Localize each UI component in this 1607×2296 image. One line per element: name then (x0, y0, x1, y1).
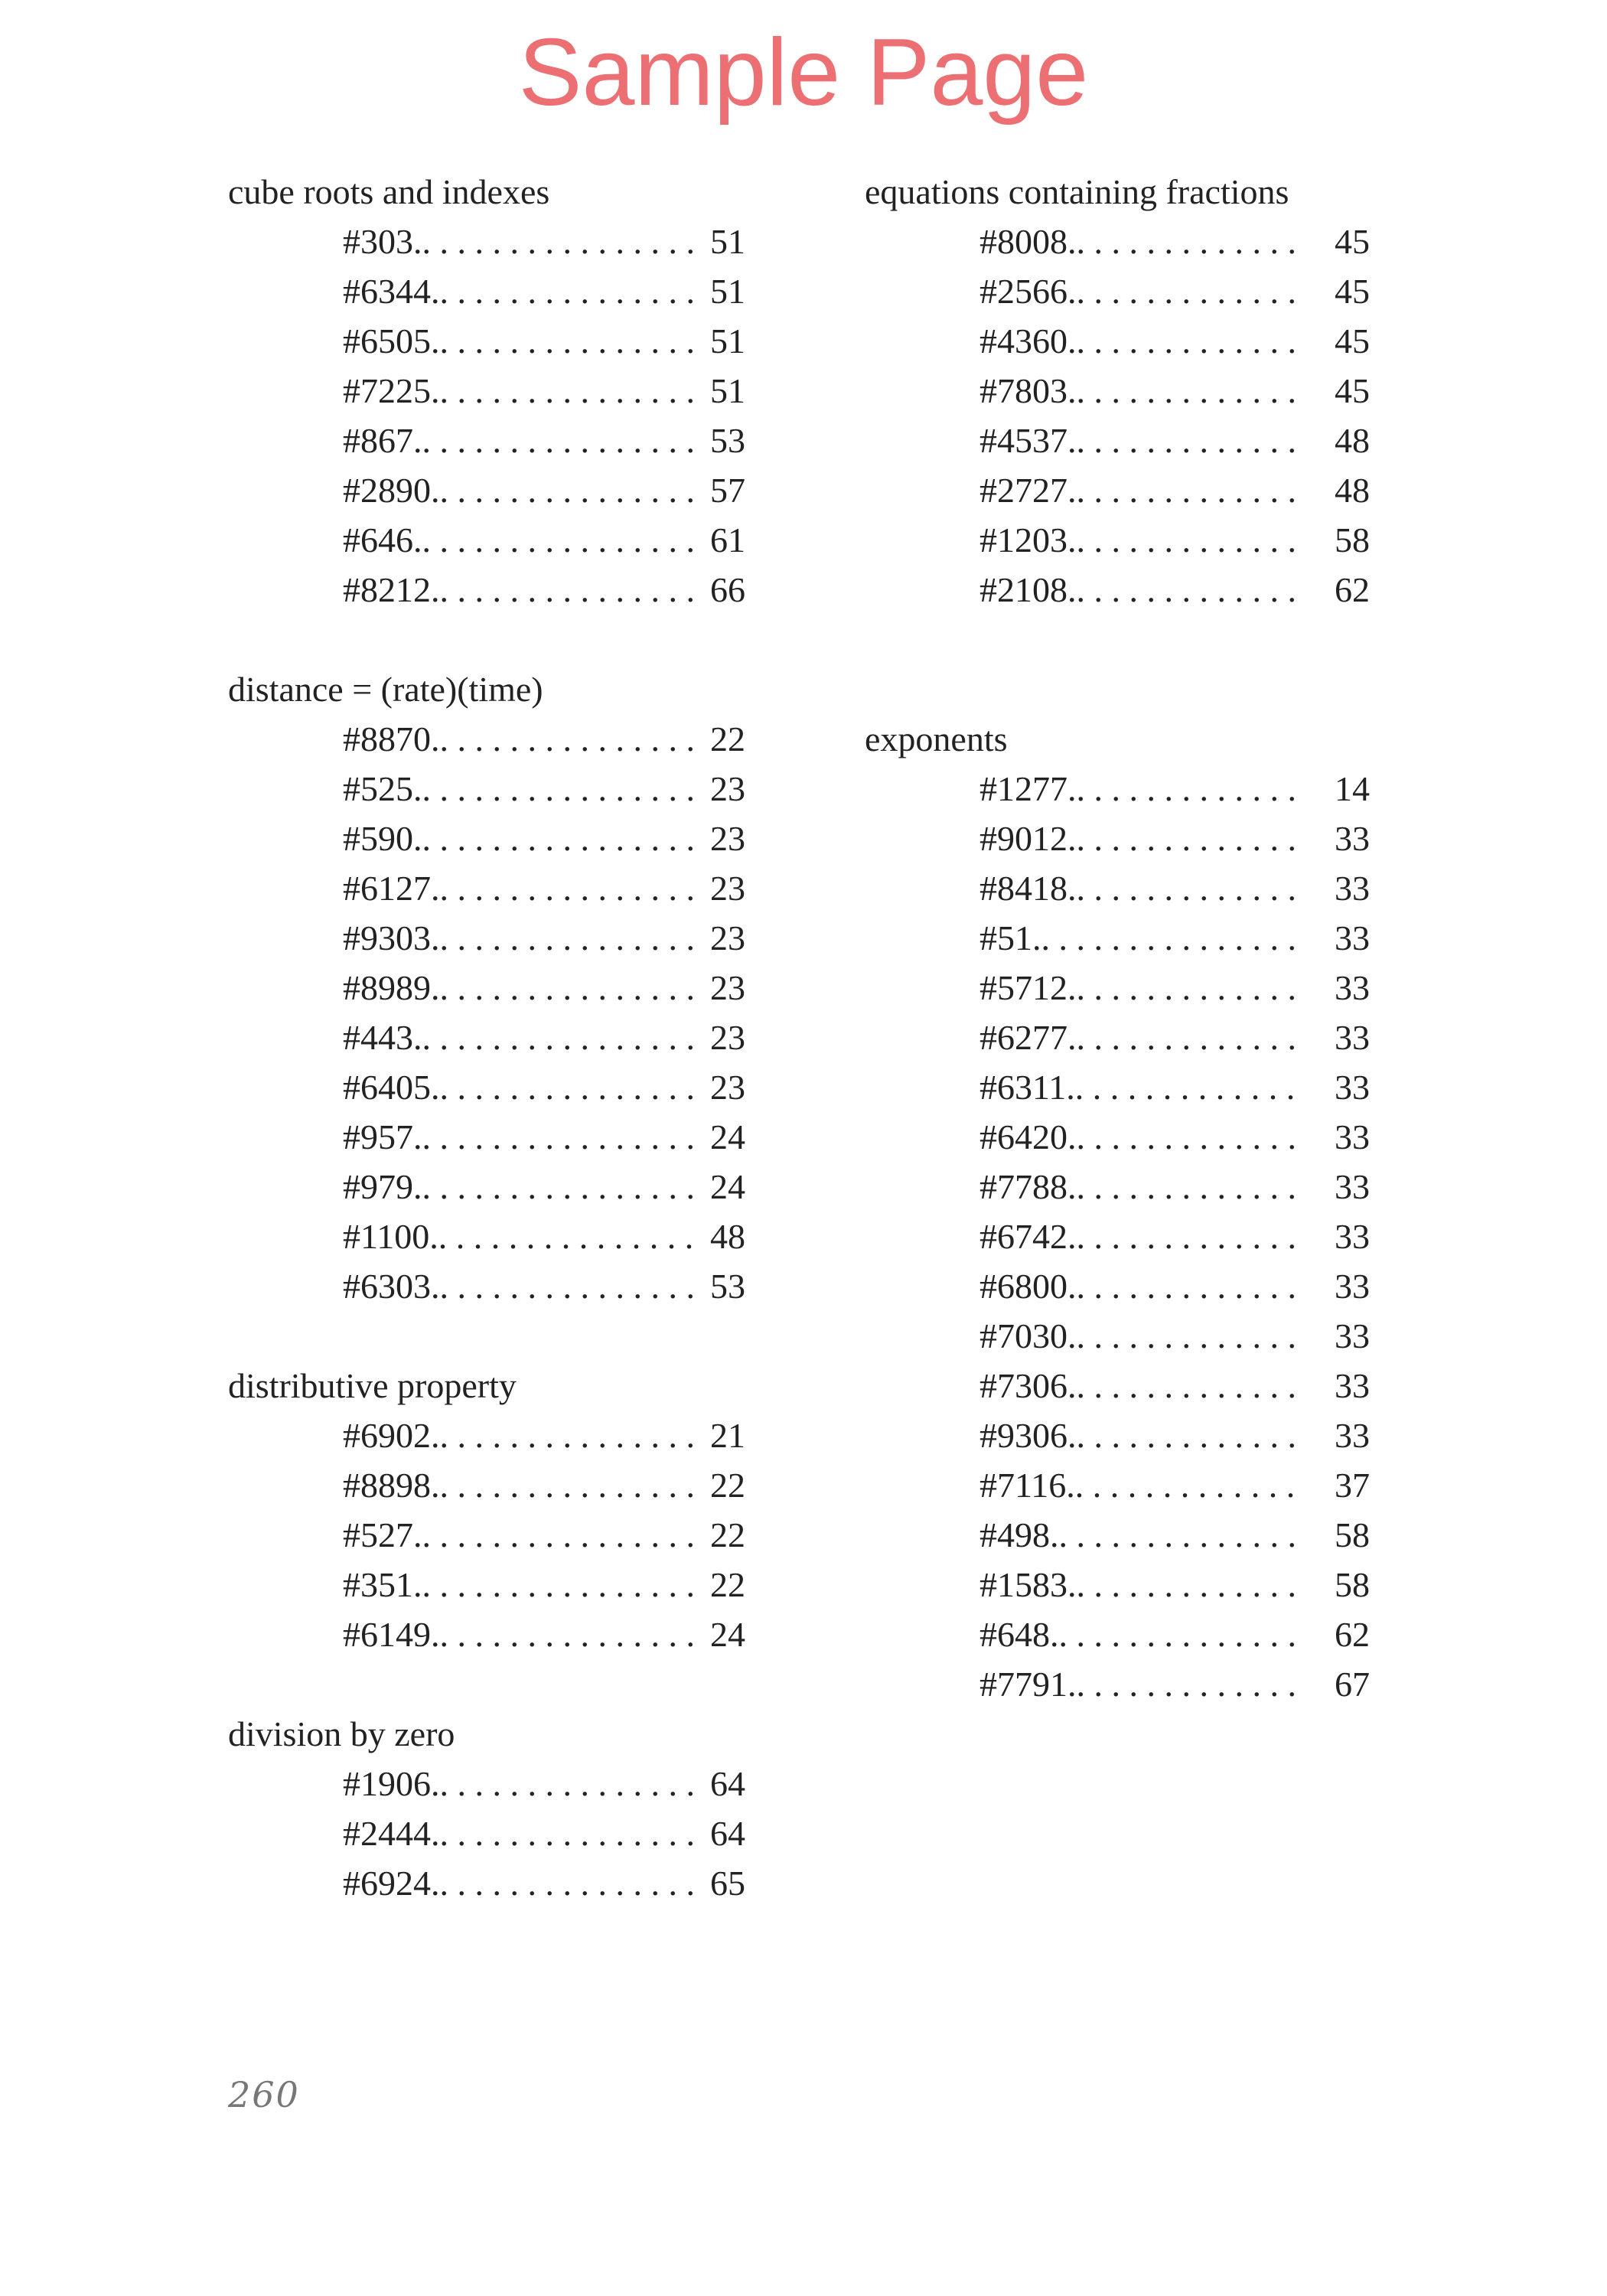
leader-dots (1077, 1013, 1302, 1062)
index-entry[interactable] (865, 963, 1370, 1013)
index-entry[interactable] (228, 1510, 745, 1560)
entry-label: #8418. (980, 869, 1077, 908)
entry-page: 48 (1335, 471, 1370, 510)
index-entry[interactable] (865, 1361, 1370, 1411)
entry-page: 37 (1335, 1466, 1370, 1505)
index-entry[interactable] (865, 1162, 1370, 1212)
entry-label: #6742. (980, 1217, 1077, 1256)
index-entry[interactable] (228, 1460, 745, 1510)
index-entry[interactable] (228, 416, 745, 465)
index-entry[interactable] (228, 1162, 745, 1212)
index-entry[interactable] (228, 515, 745, 565)
entry-page: 33 (1335, 1217, 1370, 1256)
entry-label: #5712. (980, 968, 1077, 1007)
entry-page: 64 (710, 1764, 745, 1803)
entry-page: 61 (710, 520, 745, 559)
leader-dots (1077, 1162, 1302, 1212)
entry-page: 33 (1335, 869, 1370, 908)
entry-page: 53 (710, 421, 745, 460)
entry-label: #2108. (980, 570, 1077, 609)
leader-dots (422, 1560, 705, 1609)
index-entry[interactable] (228, 1261, 745, 1311)
index-entry[interactable] (228, 1759, 745, 1808)
leader-dots (440, 714, 705, 764)
entry-label: #527. (343, 1515, 422, 1554)
entry-page: 23 (710, 1018, 745, 1057)
entry-page: 24 (710, 1615, 745, 1654)
entry-label: #9303. (343, 918, 440, 957)
index-entry[interactable] (865, 1560, 1370, 1609)
index-entry[interactable] (228, 316, 745, 366)
entry-label: #7803. (980, 371, 1077, 410)
index-entry[interactable] (228, 1062, 745, 1112)
entry-label: #2890. (343, 471, 440, 510)
entry-page: 22 (710, 719, 745, 758)
entry-label: #867. (343, 421, 422, 460)
entry-page: 33 (1335, 819, 1370, 858)
leader-dots (440, 1808, 705, 1858)
entry-page: 45 (1335, 321, 1370, 360)
entry-page: 23 (710, 918, 745, 957)
entry-label: #2444. (343, 1814, 440, 1853)
index-entry[interactable] (228, 1560, 745, 1609)
index-heading: division by zero (228, 1714, 455, 1753)
entry-label: #7306. (980, 1366, 1077, 1405)
entry-label: #6149. (343, 1615, 440, 1654)
leader-dots (440, 565, 705, 615)
entry-page: 51 (710, 272, 745, 311)
entry-label: #6420. (980, 1117, 1077, 1156)
entry-label: #979. (343, 1167, 422, 1206)
entry-label: #6303. (343, 1267, 440, 1306)
page-number: 260 (228, 2074, 300, 2115)
index-entry[interactable] (228, 1609, 745, 1659)
index-entry[interactable] (865, 1212, 1370, 1261)
entry-page: 48 (1335, 421, 1370, 460)
leader-dots (1077, 1560, 1302, 1609)
index-heading: cube roots and indexes (228, 172, 550, 211)
index-entry[interactable] (228, 814, 745, 863)
index-entry[interactable] (865, 1460, 1370, 1510)
entry-label: #8898. (343, 1466, 440, 1505)
entry-label: #1203. (980, 520, 1077, 559)
leader-dots (440, 1858, 705, 1908)
entry-page: 65 (710, 1864, 745, 1903)
entry-label: #7791. (980, 1665, 1077, 1704)
entry-page: 58 (1335, 1515, 1370, 1554)
leader-dots (1059, 1609, 1302, 1659)
index-entry[interactable] (228, 863, 745, 913)
index-entry[interactable] (865, 1062, 1370, 1112)
entry-page: 45 (1335, 222, 1370, 261)
leader-dots (440, 1460, 705, 1510)
index-entry[interactable] (865, 316, 1370, 366)
leader-dots (1077, 1212, 1302, 1261)
entry-label: #1100. (343, 1217, 438, 1256)
entry-page: 21 (710, 1416, 745, 1455)
entry-page: 24 (710, 1167, 745, 1206)
leader-dots (440, 863, 705, 913)
index-section-equations-fractions (865, 167, 1370, 615)
entry-label: #7116. (980, 1466, 1075, 1505)
index-entry[interactable] (865, 416, 1370, 465)
leader-dots (1075, 1062, 1301, 1112)
leader-dots (422, 764, 705, 814)
entry-page: 33 (1335, 968, 1370, 1007)
index-entry[interactable] (228, 1212, 745, 1261)
leader-dots (422, 1013, 705, 1062)
index-entry[interactable] (228, 465, 745, 515)
entry-page: 45 (1335, 371, 1370, 410)
leader-dots (1077, 366, 1302, 416)
entry-page: 33 (1335, 1366, 1370, 1405)
entry-label: #646. (343, 520, 422, 559)
index-entry[interactable] (865, 217, 1370, 266)
entry-page: 48 (710, 1217, 745, 1256)
entry-label: #8008. (980, 222, 1077, 261)
leader-dots (440, 1062, 705, 1112)
index-entry[interactable] (865, 515, 1370, 565)
leader-dots (422, 1162, 705, 1212)
entry-page: 45 (1335, 272, 1370, 311)
entry-page: 33 (1335, 1167, 1370, 1206)
leader-dots (1077, 1659, 1302, 1709)
index-entry[interactable] (228, 764, 745, 814)
index-entry[interactable] (865, 1112, 1370, 1162)
leader-dots (1077, 217, 1302, 266)
index-section-division-by-zero (228, 1709, 745, 1908)
entry-label: #7788. (980, 1167, 1077, 1206)
index-entry[interactable] (228, 1013, 745, 1062)
entry-page: 22 (710, 1565, 745, 1604)
leader-dots (1077, 465, 1302, 515)
entry-label: #8212. (343, 570, 440, 609)
entry-label: #6277. (980, 1018, 1077, 1057)
leader-dots (440, 1411, 705, 1460)
index-section-distance (228, 664, 745, 1311)
leader-dots (438, 1212, 704, 1261)
leader-dots (422, 515, 705, 565)
entry-page: 23 (710, 819, 745, 858)
leader-dots (1077, 814, 1302, 863)
leader-dots (1077, 266, 1302, 316)
entry-page: 33 (1335, 1018, 1370, 1057)
leader-dots (440, 913, 705, 963)
index-entry[interactable] (865, 863, 1370, 913)
leader-dots (422, 416, 705, 465)
entry-label: #7030. (980, 1316, 1077, 1355)
leader-dots (1077, 416, 1302, 465)
index-entry[interactable] (228, 1808, 745, 1858)
entry-page: 33 (1335, 1316, 1370, 1355)
entry-label: #1277. (980, 769, 1077, 808)
leader-dots (1077, 1311, 1302, 1361)
entry-label: #590. (343, 819, 422, 858)
entry-page: 62 (1335, 1615, 1370, 1654)
index-heading: equations containing fractions (865, 172, 1289, 211)
entry-label: #6902. (343, 1416, 440, 1455)
index-entry[interactable] (228, 963, 745, 1013)
index-entry[interactable] (865, 764, 1370, 814)
entry-label: #957. (343, 1117, 422, 1156)
leader-dots (422, 217, 705, 266)
entry-label: #6344. (343, 272, 440, 311)
leader-dots (422, 814, 705, 863)
index-entry[interactable] (228, 266, 745, 316)
entry-label: #1906. (343, 1764, 440, 1803)
entry-page: 62 (1335, 570, 1370, 609)
entry-label: #9012. (980, 819, 1077, 858)
index-entry[interactable] (865, 1510, 1370, 1560)
leader-dots (440, 316, 705, 366)
entry-page: 58 (1335, 520, 1370, 559)
entry-label: #498. (980, 1515, 1059, 1554)
index-section-distributive (228, 1361, 745, 1659)
entry-label: #6800. (980, 1267, 1077, 1306)
leader-dots (440, 1609, 705, 1659)
index-section-cube-roots (228, 167, 745, 615)
index-heading: distributive property (228, 1366, 517, 1405)
entry-label: #303. (343, 222, 422, 261)
entry-page: 33 (1335, 1117, 1370, 1156)
leader-dots (1077, 1361, 1302, 1411)
leader-dots (422, 1112, 705, 1162)
entry-label: #6311. (980, 1068, 1075, 1107)
index-entry[interactable] (865, 913, 1370, 963)
entry-label: #648. (980, 1615, 1059, 1654)
leader-dots (440, 465, 705, 515)
leader-dots (1077, 1261, 1302, 1311)
entry-label: #1583. (980, 1565, 1077, 1604)
leader-dots (440, 1759, 705, 1808)
index-entry[interactable] (865, 366, 1370, 416)
leader-dots (1077, 1411, 1302, 1460)
index-heading: distance = (rate)(time) (228, 670, 543, 709)
leader-dots (422, 1510, 705, 1560)
entry-page: 14 (1335, 769, 1370, 808)
index-entry[interactable] (228, 217, 745, 266)
entry-page: 24 (710, 1117, 745, 1156)
entry-page: 33 (1335, 918, 1370, 957)
entry-label: #8989. (343, 968, 440, 1007)
entry-label: #6505. (343, 321, 440, 360)
index-entry[interactable] (865, 565, 1370, 615)
index-entry[interactable] (865, 1411, 1370, 1460)
entry-label: #6924. (343, 1864, 440, 1903)
entry-label: #443. (343, 1018, 422, 1057)
entry-page: 23 (710, 1068, 745, 1107)
index-entry[interactable] (228, 565, 745, 615)
entry-page: 58 (1335, 1565, 1370, 1604)
entry-label: #4537. (980, 421, 1077, 460)
entry-label: #6405. (343, 1068, 440, 1107)
leader-dots (440, 1261, 705, 1311)
entry-label: #2727. (980, 471, 1077, 510)
index-entry[interactable] (865, 266, 1370, 316)
entry-page: 22 (710, 1515, 745, 1554)
leader-dots (440, 963, 705, 1013)
entry-page: 33 (1335, 1416, 1370, 1455)
entry-page: 33 (1335, 1068, 1370, 1107)
leader-dots (1077, 764, 1302, 814)
leader-dots (1077, 1112, 1302, 1162)
index-entry[interactable] (865, 1261, 1370, 1311)
entry-page: 51 (710, 321, 745, 360)
entry-page: 67 (1335, 1665, 1370, 1704)
leader-dots (1077, 963, 1302, 1013)
index-entry[interactable] (228, 1858, 745, 1908)
index-column-right (865, 167, 1370, 1709)
entry-page: 66 (710, 570, 745, 609)
entry-page: 23 (710, 769, 745, 808)
entry-label: #8870. (343, 719, 440, 758)
index-entry[interactable] (865, 1659, 1370, 1709)
index-entry[interactable] (865, 465, 1370, 515)
entry-label: #351. (343, 1565, 422, 1604)
leader-dots (440, 366, 705, 416)
entry-page: 51 (710, 371, 745, 410)
index-heading: exponents (865, 719, 1008, 758)
index-entry[interactable] (228, 1411, 745, 1460)
index-entry[interactable] (228, 714, 745, 764)
index-entry[interactable] (228, 366, 745, 416)
index-entry[interactable] (228, 1112, 745, 1162)
index-entry[interactable] (865, 1311, 1370, 1361)
leader-dots (1077, 565, 1302, 615)
entry-page: 64 (710, 1814, 745, 1853)
entry-page: 53 (710, 1267, 745, 1306)
index-entry[interactable] (228, 913, 745, 963)
sample-page-watermark: Sample Page (518, 20, 1089, 126)
leader-dots (1077, 316, 1302, 366)
entry-page: 51 (710, 222, 745, 261)
entry-page: 33 (1335, 1267, 1370, 1306)
leader-dots (1077, 515, 1302, 565)
entry-page: 23 (710, 869, 745, 908)
index-column-left (228, 167, 745, 1908)
leader-dots (1059, 1510, 1302, 1560)
leader-dots (440, 266, 705, 316)
entry-label: #6127. (343, 869, 440, 908)
entry-page: 57 (710, 471, 745, 510)
entry-label: #9306. (980, 1416, 1077, 1455)
entry-label: #4360. (980, 321, 1077, 360)
leader-dots (1041, 913, 1302, 963)
entry-page: 23 (710, 968, 745, 1007)
index-entry[interactable] (865, 814, 1370, 863)
entry-label: #51. (980, 918, 1041, 957)
index-section-exponents (865, 714, 1370, 1709)
entry-label: #7225. (343, 371, 440, 410)
entry-label: #2566. (980, 272, 1077, 311)
leader-dots (1077, 863, 1302, 913)
entry-page: 22 (710, 1466, 745, 1505)
leader-dots (1075, 1460, 1301, 1510)
entry-label: #525. (343, 769, 422, 808)
index-entry[interactable] (865, 1013, 1370, 1062)
index-entry[interactable] (865, 1609, 1370, 1659)
